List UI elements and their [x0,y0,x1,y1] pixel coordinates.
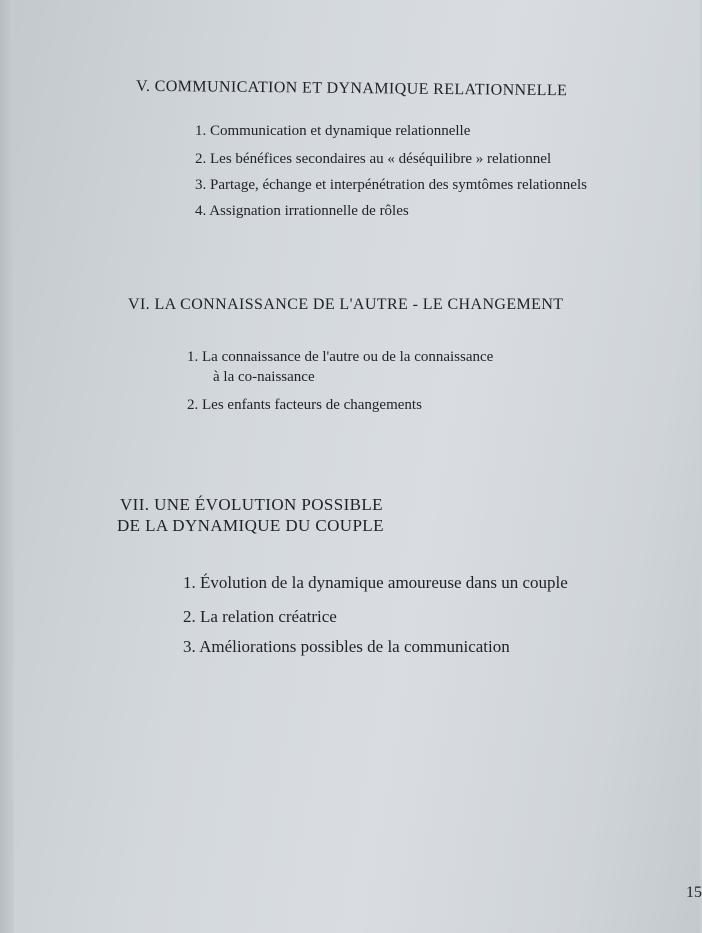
section-vii-title [117,494,384,536]
section-vii-title-line-2: DE LA DYNAMIQUE DU COUPLE [117,516,384,535]
section-vii-item-2 [183,607,337,627]
item-text: Les bénéfices secondaires au « déséquilibre » relationnel [210,151,552,167]
item-text: Améliorations possibles de la communication [199,637,510,656]
section-v-item-1 [195,123,470,140]
item-number: 1. [183,573,196,592]
item-number: 4. [195,203,207,219]
item-number: 2. [187,397,199,413]
item-text: La relation créatrice [200,607,337,626]
item-text: Communication et dynamique relationnelle [210,123,471,139]
section-vii-item-3 [183,637,510,657]
item-text-continued: à la co-naissance [213,369,315,385]
section-vii-item-1 [183,573,568,593]
item-number: 3. [195,177,207,193]
item-number: 1. [187,349,199,365]
section-vii-title-line-1: VII. UNE ÉVOLUTION POSSIBLE [120,495,383,514]
section-v-item-2 [195,151,551,168]
item-text: La connaissance de l'autre ou de la connaissance [202,349,494,365]
item-number: 2. [195,151,207,167]
item-number: 2. [183,607,196,626]
page-number: 15 [686,884,702,901]
section-v-title: V. COMMUNICATION ET DYNAMIQUE RELATIONNELLE [135,77,568,100]
item-text: Assignation irrationnelle de rôles [209,203,409,219]
section-v-item-3 [195,177,587,194]
page-gutter [0,0,14,933]
section-v-item-4 [195,203,409,220]
section-vi-item-1 [187,347,493,387]
item-number: 1. [195,123,207,139]
item-number: 3. [183,637,196,656]
item-text: Évolution de la dynamique amoureuse dans un couple [200,573,568,592]
section-vi-title: VI. LA CONNAISSANCE DE L'AUTRE - LE CHANGEMENT [128,296,564,313]
section-vi-item-2 [187,397,422,414]
item-text: Les enfants facteurs de changements [202,397,422,413]
item-text: Partage, échange et interpénétration des symtômes relationnels [210,177,587,193]
